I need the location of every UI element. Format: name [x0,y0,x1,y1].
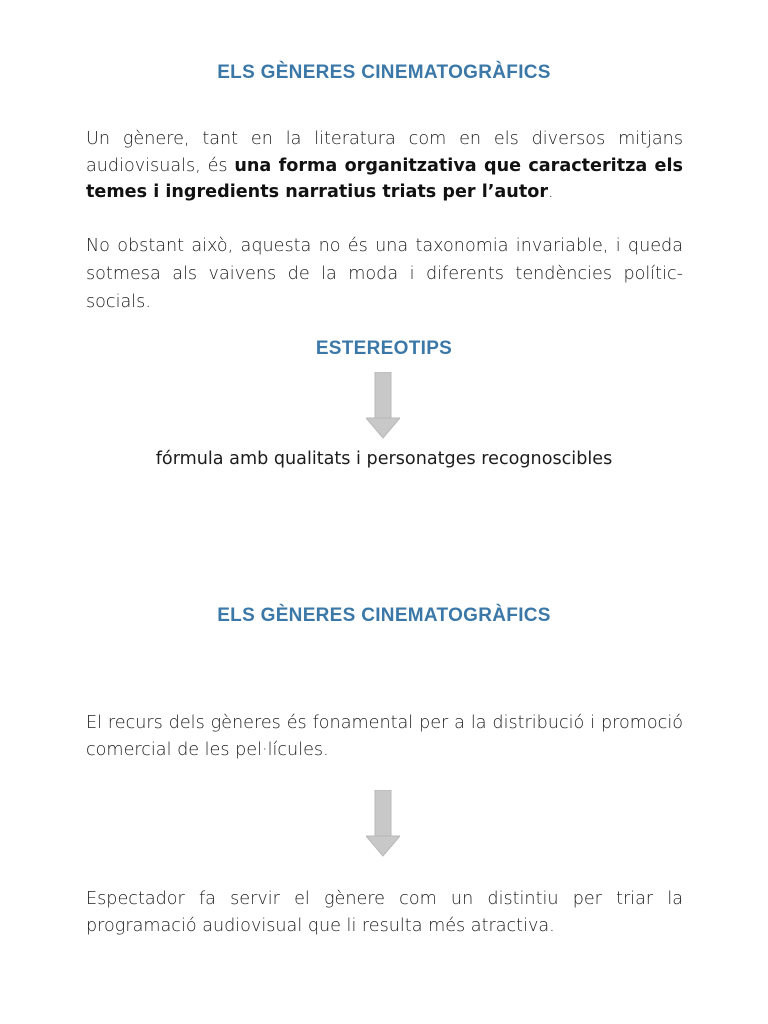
section1-title: ELS GÈNERES CINEMATOGRÀFICS [217,62,551,83]
formula-text: fórmula amb qualitats i personatges recognoscibles [155,449,613,469]
arrow-down-icon [366,790,400,858]
intro-text-bold: una forma organitzativa que caracteritza els temes i ingredients narratius triats per l’autor [86,155,683,202]
section2-distribution-paragraph: El recurs dels gèneres és fonamental per a la distribució i promoció comercial de les pel·lícules. [86,713,683,760]
arrow-down-icon [366,372,400,440]
intro-text-after: . [548,182,554,202]
section1-intro-paragraph [86,126,683,206]
section2-spectator-paragraph: Espectador fa servir el gènere com un distintiu per triar la programació audiovisual que li resulta més atractiva. [86,889,683,936]
section2-title: ELS GÈNERES CINEMATOGRÀFICS [217,605,551,626]
section1-taxonomy-paragraph: No obstant això, aquesta no és una taxonomia invariable, i queda sotmesa als vaivens de la moda i diferents tendències polític-socials. [86,236,683,312]
section1-subtitle: ESTEREOTIPS [315,338,453,359]
intro-text-before: Un gènere, tant en la literatura com en els diversos mitjans audiovisuals, és [86,129,683,176]
